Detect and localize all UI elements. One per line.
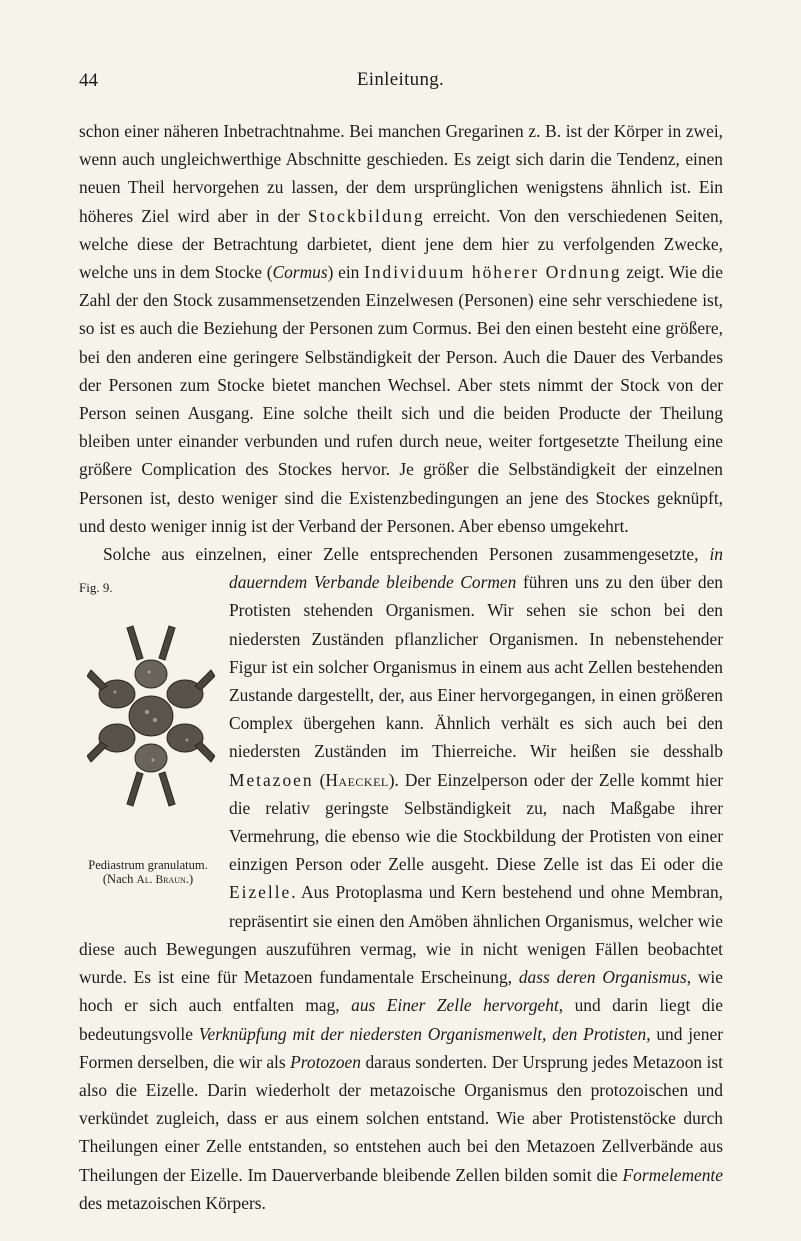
- author-name: Haeckel: [325, 769, 389, 790]
- spaced-term: Metazoen: [229, 769, 314, 790]
- caption-species: Pediastrum granulatum.: [88, 858, 208, 873]
- text-run: . Aus Protoplasma und Kern bestehend und ohne Membran, repräsentirt sie einen den Amöben ähnlichen Organismus, welcher wie diese auch Bewegungen auszuführen vermag, wie in nicht wenigen Fällen beobachtet wurde. Es ist eine für Metazoen fundamentale Erscheinung,: [79, 882, 723, 988]
- text-run: und jener Formen derselben, die wir als: [79, 1023, 723, 1072]
- italic-term: Protozoen: [290, 1051, 361, 1072]
- italic-term: Cormus: [272, 262, 328, 283]
- italic-term: Verknüpfung mit der niedersten Organismenwelt, den Protisten,: [198, 1023, 651, 1044]
- figure-label: Fig. 9.: [79, 580, 113, 596]
- text-run: erreicht. Von den verschiedenen Seiten, welche diese der Betrachtung darbietet, dient jene dem hier zu verfolgenden Zwecke, welche uns in dem Stocke (: [79, 205, 723, 283]
- paragraph-2: [79, 540, 723, 1217]
- italic-term: dass deren Organismus: [518, 967, 687, 988]
- text-run: ) ein: [327, 262, 365, 283]
- text-body: [79, 117, 723, 1217]
- italic-term: in dauerndem Verbande bleibende Cormen: [229, 544, 723, 593]
- pediastrum-colony-illustration: [87, 598, 215, 834]
- spaced-term: Stockbildung: [307, 205, 425, 226]
- text-run: (: [313, 769, 326, 790]
- page-number: 44: [79, 70, 98, 91]
- text-run: schon einer näheren Inbetrachtnahme. Bei manchen Gregarinen z. B. ist der Körper in zwei, wenn auch ungleichwerthige Abschnitte geschieden. Es zeigt sich darin die Tendenz, einen neuen Theil hervorgehen zu lassen, der dem ursprünglichen wenigstens ähnlich ist. Ein höheres Ziel wird aber in der: [79, 121, 723, 226]
- text-run: , und darin liegt die bedeutungsvolle: [79, 995, 723, 1044]
- paragraph-1: [79, 117, 723, 540]
- figure-caption: [75, 858, 221, 887]
- text-run: Solche aus einzelnen, einer Zelle entsprechenden Personen zusammengesetzte,: [103, 544, 710, 565]
- text-run: zeigt. Wie die Zahl der den Stock zusammensetzenden Einzelwesen (Personen) eine sehr verschiedene ist, so ist es auch die Beziehung der Personen zum Cormus. Bei den einen besteht eine größere, bei den anderen eine geringere Selbständigkeit der Person. Auch die Dauer des Verbandes der Personen zum Stocke bietet manchen Wechsel. Aber stets nimmt der Stock von der Person seinen Ausgang. Eine solche theilt sich und die beiden Producte der Theilung bleiben unter einander verbunden und rufen durch neue, weiter fortgesetzte Theilung eine größere Complication des Stockes hervor. Je größer die Selbständigkeit der einzelnen Personen ist, desto weniger sind die Existenzbedingungen an jene des Stockes geknüpft, und desto weniger innig ist der Verband der Personen. Aber ebenso umgekehrt.: [79, 262, 724, 536]
- text-run: , wie hoch er sich auch entfalten mag,: [79, 967, 723, 1016]
- text-run: führen uns zu den über den Protisten stehenden Organismen. Wir sehen sie schon bei den niedersten Zuständen pflanzlicher Organismen. In nebenstehender Figur ist ein solcher Organismus in einem aus acht Zellen bestehenden Zustande dargestellt, der, aus Einer hervorgegangen, in einen größeren Complex übergehen kann. Ähnlich verhält es sich auch bei den niedersten Zuständen im Thierreiche. Wir heißen sie desshalb: [229, 572, 723, 762]
- caption-text: .): [185, 872, 194, 887]
- text-run: des metazoischen Körpers.: [79, 1192, 266, 1213]
- caption-author: Al. Braun: [136, 874, 186, 887]
- spaced-term: Individuum höherer Ordnung: [364, 262, 622, 283]
- running-head: Einleitung.: [356, 69, 445, 90]
- text-run: ). Der Einzelperson oder der Zelle kommt hier die relativ geringste Selbständigkeit zu, nach Maßgabe ihrer Vermehrung, die ebenso wie die Stockbildung der Protisten von einer einzigen Person oder Zelle ausgeht. Diese Zelle ist das Ei oder die: [229, 769, 723, 875]
- italic-term: Formelemente: [622, 1164, 723, 1185]
- italic-term: aus Einer Zelle hervorgeht: [351, 995, 559, 1016]
- text-run: daraus sonderten. Der Ursprung jedes Metazoon ist also die Eizelle. Darin wiederholt der metazoische Organismus den protozoischen und verkündet zugleich, dass er aus einem solchen entstand. Wie aber Protistenstöcke durch Theilungen einer Zelle entstanden, so entstehen auch bei den Metazoen Zellverbände aus Theilungen der Eizelle. Im Dauerverbande bleibende Zellen bilden somit die: [79, 1051, 723, 1185]
- caption-text: (Nach: [102, 872, 137, 887]
- spaced-term: Eizelle: [229, 882, 292, 903]
- figure-9: [79, 568, 217, 934]
